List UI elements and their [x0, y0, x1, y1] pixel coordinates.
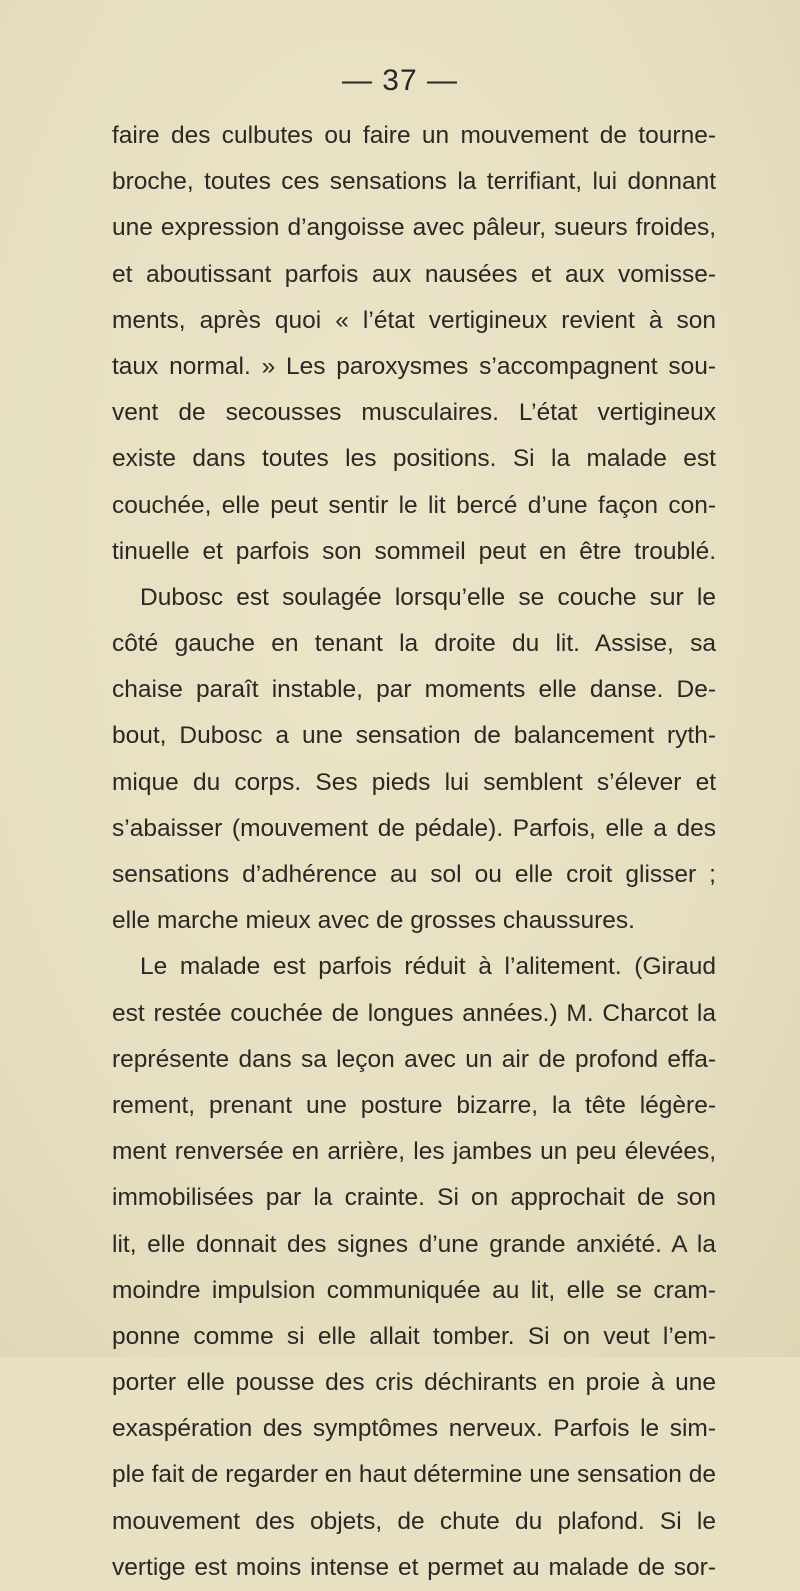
body-text	[112, 113, 716, 1591]
text-line: ple fait de regarder en haut détermine une sensation de	[112, 1461, 716, 1489]
text-line: existe dans toutes les positions. Si la malade est	[112, 445, 716, 473]
text-line: bout, Dubosc a une sensation de balancement ryth-	[112, 722, 716, 750]
text-line: faire des culbutes ou faire un mouvement de tourne-	[112, 122, 716, 149]
text-line: côté gauche en tenant la droite du lit. Assise, sa	[112, 630, 716, 658]
text-line: s’abaisser (mouvement de pédale). Parfois, elle a des	[112, 814, 716, 842]
text-line: sensations d’adhérence au sol ou elle croit glisser ;	[112, 861, 716, 888]
text-line: Le malade est parfois réduit à l’alitement. (Giraud	[140, 953, 716, 981]
text-line: couchée, elle peut sentir le lit bercé d’une façon con-	[112, 491, 716, 519]
text-line: elle marche mieux avec de grosses chaussures.	[112, 907, 635, 935]
text-line: immobilisées par la crainte. Si on approchait de son	[112, 1184, 716, 1212]
text-line: est restée couchée de longues années.) M. Charcot la	[112, 999, 716, 1027]
text-line: exaspération des symptômes nerveux. Parfois le sim-	[112, 1415, 716, 1443]
text-line: Dubosc est soulagée lorsqu’elle se couche sur le	[140, 583, 716, 611]
text-line: lit, elle donnait des signes d’une grande anxiété. A la	[112, 1230, 716, 1258]
text-line: ponne comme si elle allait tomber. Si on veut l’em-	[112, 1322, 716, 1350]
text-line: rement, prenant une posture bizarre, la tête légère-	[112, 1091, 716, 1119]
text-line: mouvement des objets, de chute du plafond. Si le	[112, 1507, 716, 1535]
text-line: vertige est moins intense et permet au malade de sor-	[112, 1553, 716, 1581]
text-line: chaise paraît instable, par moments elle danse. De-	[112, 676, 716, 704]
text-line: représente dans sa leçon avec un air de profond effa-	[112, 1045, 716, 1073]
text-line: tinuelle et parfois son sommeil peut en être troublé.	[112, 537, 716, 565]
text-line: porter elle pousse des cris déchirants en proie à une	[112, 1369, 716, 1397]
text-line: ment renversée en arrière, les jambes un peu élevées,	[112, 1138, 716, 1166]
text-line: taux normal. » Les paroxysmes s’accompagnent sou-	[112, 352, 716, 380]
text-line: vent de secousses musculaires. L’état vertigineux	[112, 399, 716, 427]
text-line: moindre impulsion communiquée au lit, elle se cram-	[112, 1276, 716, 1304]
page-number: — 37 —	[341, 64, 459, 97]
text-line: une expression d’angoisse avec pâleur, sueurs froides,	[112, 214, 716, 242]
text-line: mique du corps. Ses pieds lui semblent s’élever et	[112, 768, 716, 796]
text-line: broche, toutes ces sensations la terrifiant, lui donnant	[112, 168, 716, 196]
text-line: ments, après quoi « l’état vertigineux revient à son	[112, 306, 716, 334]
text-line: et aboutissant parfois aux nausées et aux vomisse-	[112, 260, 716, 288]
